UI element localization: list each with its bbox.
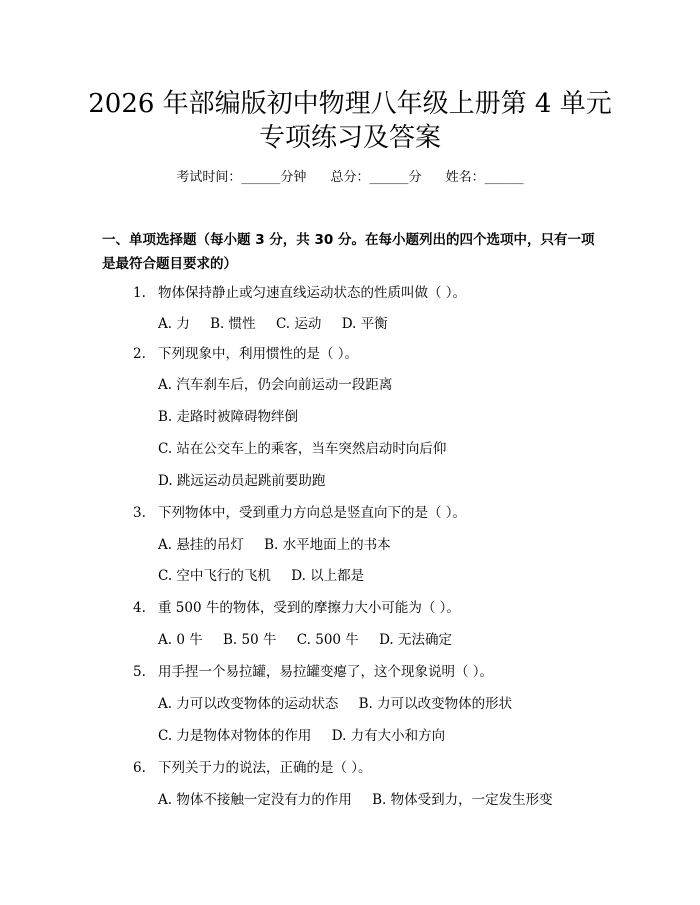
option: D. 平衡 (341, 316, 388, 332)
option: A. 力 (158, 316, 190, 332)
question-text: 重 500 牛的物体，受到的摩擦力大小可能为（ ）。 (158, 600, 460, 616)
question-5 (133, 661, 493, 683)
option: B. 物体受到力，一定发生形变 (372, 792, 553, 808)
exam-meta (0, 168, 700, 188)
question-2-option-d: D. 跳远运动员起跳前要助跑 (158, 473, 326, 489)
option: A. 力可以改变物体的运动状态 (158, 696, 339, 712)
question-4-options (158, 629, 468, 651)
question-1-options (158, 313, 404, 335)
question-5-options-row-2 (158, 725, 461, 747)
exam-name: 姓名：______ (445, 170, 524, 185)
option: C. 空中飞行的飞机 (158, 568, 271, 584)
question-6 (133, 757, 372, 779)
question-2 (133, 343, 358, 365)
document-title-line-1: 2026 年部编版初中物理八年级上册第 4 单元 (88, 89, 612, 119)
section-heading-line-2: 是最符合题目要求的） (102, 256, 237, 272)
option: C. 运动 (275, 316, 322, 332)
question-2-option-c: C. 站在公交车上的乘客，当车突然启动时向后仰 (158, 441, 447, 457)
section-heading (102, 228, 602, 276)
question-2-option-b: B. 走路时被障碍物绊倒 (158, 409, 299, 425)
exam-score: 总分：______分 (330, 170, 422, 185)
option: D. 以上都是 (291, 568, 365, 584)
question-2-option-a: A. 汽车刹车后，仍会向前运动一段距离 (158, 377, 393, 393)
option: B. 惯性 (210, 316, 256, 332)
question-3-options-row-1 (158, 534, 407, 556)
option: B. 力可以改变物体的形状 (358, 696, 513, 712)
option: D. 无法确定 (379, 632, 453, 648)
question-text: 物体保持静止或匀速直线运动状态的性质叫做（ ）。 (158, 285, 467, 301)
exam-time: 考试时间：______分钟 (176, 170, 307, 185)
option: A. 悬挂的吊灯 (158, 537, 244, 553)
question-number: 5. (133, 664, 146, 680)
question-number: 2. (133, 346, 146, 362)
option: A. 0 牛 (158, 632, 203, 648)
question-number: 1. (133, 285, 146, 301)
option: C. 500 牛 (296, 632, 359, 648)
option: C. 力是物体对物体的作用 (158, 728, 312, 744)
option: B. 50 牛 (223, 632, 277, 648)
section-heading-line-1: 一、单项选择题（每小题 3 分，共 30 分。在每小题列出的四个选项中，只有一项 (102, 232, 595, 248)
option: A. 物体不接触一定没有力的作用 (158, 792, 352, 808)
question-4 (133, 597, 460, 619)
question-number: 6. (133, 760, 146, 776)
question-3 (133, 502, 466, 524)
question-6-options (158, 789, 569, 811)
option: B. 水平地面上的书本 (264, 537, 391, 553)
document-title-line-2: 专项练习及答案 (258, 123, 441, 153)
question-3-options-row-2 (158, 565, 380, 587)
option: D. 力有大小和方向 (331, 728, 446, 744)
question-text: 下列关于力的说法，正确的是（ ）。 (158, 760, 372, 776)
question-text: 下列现象中，利用惯性的是（ ）。 (158, 346, 359, 362)
question-text: 下列物体中，受到重力方向总是竖直向下的是（ ）。 (158, 505, 467, 521)
question-number: 4. (133, 600, 146, 616)
question-1 (133, 282, 466, 304)
question-number: 3. (133, 505, 146, 521)
question-text: 用手捏一个易拉罐，易拉罐变瘪了，这个现象说明（ ）。 (158, 664, 494, 680)
question-5-options-row-1 (158, 693, 528, 715)
